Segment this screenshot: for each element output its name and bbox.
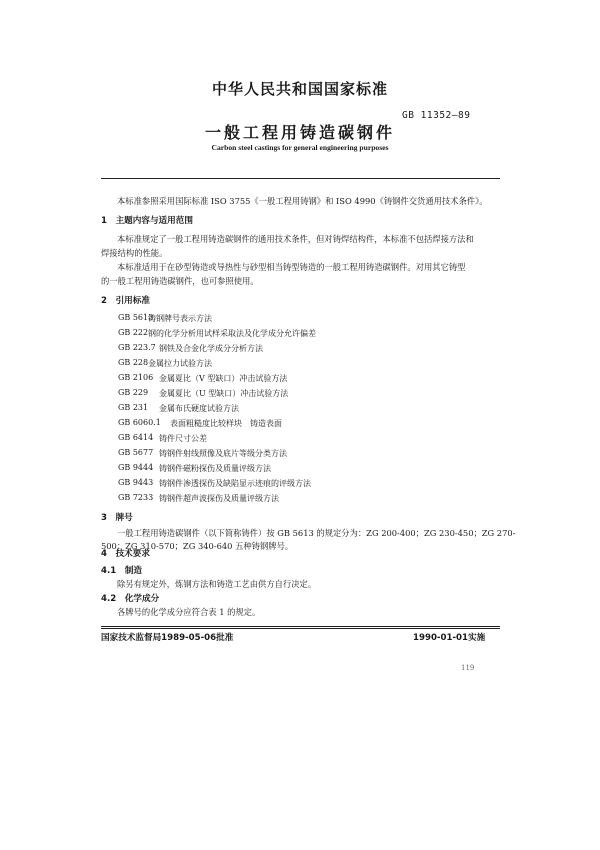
reference-title: 铸钢件射线照像及底片等级分类方法 bbox=[159, 449, 287, 458]
reference-title: 铸钢件渗透探伤及缺陷显示迹痕的评级方法 bbox=[159, 479, 311, 488]
reference-code: GB 222 bbox=[118, 328, 149, 337]
section-4-1-heading: 4.1 制造 bbox=[101, 566, 143, 576]
footer-divider-top bbox=[101, 626, 500, 627]
reference-code: GB 229 bbox=[118, 388, 149, 397]
reference-title: 铸钢牌号表示方法 bbox=[148, 314, 212, 323]
page-number: 119 bbox=[461, 664, 475, 672]
reference-title: 金属布氏硬度试验方法 bbox=[159, 404, 239, 413]
section-3-heading: 3 牌号 bbox=[101, 513, 133, 523]
intro-paragraph: 本标准参照采用国际标准 ISO 3755《一般工程用铸钢》和 ISO 4990《铸钢件交货通用技术条件》。 bbox=[117, 196, 488, 206]
reference-code: GB 9444 bbox=[118, 463, 154, 472]
section-1-heading: 1 主题内容与适用范围 bbox=[101, 216, 193, 226]
reference-title: 金属拉力试验方法 bbox=[148, 359, 212, 368]
reference-code: GB 231 bbox=[118, 403, 149, 412]
header-divider bbox=[101, 178, 500, 179]
reference-code: GB 7233 bbox=[118, 493, 154, 502]
reference-title: 铸钢件超声波探伤及质量评级方法 bbox=[159, 494, 279, 503]
reference-code: GB 9443 bbox=[118, 478, 154, 487]
section-1-paragraph-1-line-1: 本标准规定了一般工程用铸造碳钢件的通用技术条件，但对铸焊结构件，本标准不包括焊接方法和 bbox=[117, 234, 474, 244]
section-3-paragraph-line-2: 500；ZG 310-570；ZG 340-640 五种铸钢牌号。 bbox=[101, 541, 294, 551]
reference-code: GB 228 bbox=[118, 358, 149, 367]
section-1-paragraph-2-line-2: 的一般工程用铸造碳钢件，也可参照使用。 bbox=[101, 276, 259, 286]
section-1-paragraph-2-line-1: 本标准适用于在砂型铸造或导热性与砂型相当铸型铸造的一般工程用铸造碳钢件。对用其它铸型 bbox=[117, 262, 466, 272]
reference-code: GB 5613 bbox=[118, 313, 154, 322]
reference-code: GB 6414 bbox=[118, 433, 154, 442]
document-title-english: Carbon steel castings for general engineering purposes bbox=[211, 143, 389, 152]
footer-divider-bottom bbox=[101, 628, 500, 629]
reference-code: GB 5677 bbox=[118, 448, 154, 457]
section-1-paragraph-1-line-2: 焊接结构的性能。 bbox=[101, 248, 168, 258]
approval-statement: 国家技术监督局1989-05-06批准 bbox=[101, 633, 234, 643]
reference-title: 钢铁及合金化学成分分析方法 bbox=[159, 344, 263, 353]
issuing-authority: 中华人民共和国国家标准 bbox=[211, 80, 388, 98]
reference-code: GB 2106 bbox=[118, 373, 154, 382]
standard-code: GB 11352—89 bbox=[402, 110, 471, 121]
reference-title: 铸件尺寸公差 bbox=[159, 434, 207, 443]
reference-title: 铸钢件磁粉探伤及质量评级方法 bbox=[159, 464, 271, 473]
section-4-2-text: 各牌号的化学成分应符合表 1 的规定。 bbox=[117, 607, 261, 617]
reference-code: GB 223.7 bbox=[118, 343, 156, 352]
section-4-1-text: 除另有规定外，炼钢方法和铸造工艺由供方自行决定。 bbox=[117, 579, 317, 589]
reference-title: 金属夏比（U 型缺口）冲击试验方法 bbox=[159, 389, 289, 398]
document-title: 一般工程用铸造碳钢件 bbox=[204, 123, 395, 142]
reference-code: GB 6060.1 bbox=[118, 418, 161, 427]
reference-title: 金属夏比（V 型缺口）冲击试验方法 bbox=[159, 374, 288, 383]
reference-title: 钢的化学分析用试样采取法及化学成分允许偏差 bbox=[148, 329, 316, 338]
section-4-heading: 4 技术要求 bbox=[101, 549, 150, 559]
effective-date: 1990-01-01实施 bbox=[413, 633, 486, 643]
section-4-2-heading: 4.2 化学成分 bbox=[101, 594, 160, 604]
section-3-paragraph-line-1: 一般工程用铸造碳钢件（以下简称铸件）按 GB 5613 的规定分为：ZG 200-400；ZG 230-450；ZG 270- bbox=[117, 528, 516, 538]
section-2-heading: 2 引用标准 bbox=[101, 296, 150, 306]
reference-title: 表面粗糙度比较样块 铸造表面 bbox=[170, 419, 282, 428]
